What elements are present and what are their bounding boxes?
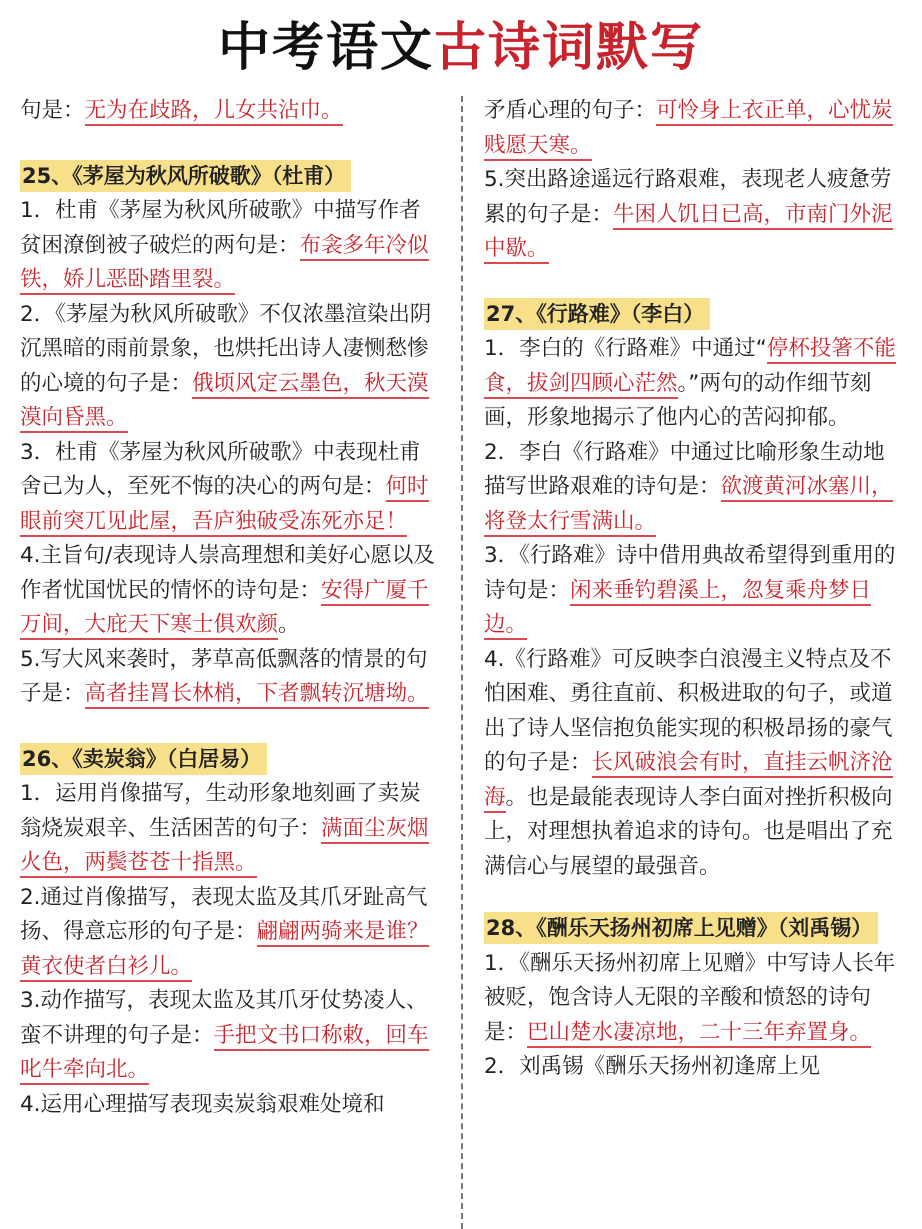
question-text: 4.主旨句/表现诗人崇高理想和美好心愿以及作者忧国忧民的情怀的诗句是： bbox=[20, 543, 435, 603]
question-27-1 bbox=[484, 332, 904, 436]
question-text: 2.通过肖像描写，表现太监及其爪牙趾高气扬、得意忘形的句子是： bbox=[20, 884, 428, 944]
question-tail: 。 bbox=[278, 612, 300, 637]
question-28-1 bbox=[484, 947, 904, 1051]
question-text: 1．《酬乐天扬州初席上见赠》中写诗人长年被贬，饱含诗人无限的辛酸和愤怒的诗句是： bbox=[484, 950, 896, 1045]
continued-line bbox=[484, 94, 904, 163]
question-text: 1．运用肖像描写，生动形象地刻画了卖炭翁烧炭艰辛、生活困苦的句子： bbox=[20, 781, 421, 841]
answer-text: 安得广厦千万间，大庇天下寒士俱欢颜 bbox=[20, 578, 429, 641]
question-25-1 bbox=[20, 194, 440, 298]
question-26-2 bbox=[20, 881, 440, 985]
answer-text: 俄顷风定云墨色，秋天漠漠向昏黑。 bbox=[20, 371, 429, 434]
column-divider bbox=[461, 96, 463, 1229]
question-26-1 bbox=[20, 777, 440, 881]
question-text: 4.运用心理描写表现卖炭翁艰难处境和 bbox=[20, 1091, 385, 1117]
answer-text: 欲渡黄河冰塞川，将登太行雪满山。 bbox=[484, 474, 893, 537]
spacer bbox=[484, 884, 904, 912]
question-text: 3．《行路难》诗中借用典故希望得到重用的诗句是： bbox=[484, 543, 896, 603]
answer-text: 布衾多年冷似铁，娇儿恶卧踏里裂。 bbox=[20, 233, 429, 296]
answer-text: 手把文书口称敕，回车叱牛牵向北。 bbox=[20, 1023, 429, 1086]
question-text: 矛盾心理的句子： bbox=[484, 98, 657, 123]
answer-text: 翩翩两骑来是谁？黄衣使者白衫儿。 bbox=[20, 919, 429, 982]
question-28-2 bbox=[484, 1050, 904, 1085]
page-title bbox=[0, 6, 922, 90]
answer-text: 巴山楚水凄凉地，二十三年弃置身。 bbox=[527, 1020, 871, 1048]
question-text: 3.动作描写，表现太监及其爪牙仗势凌人、蛮不讲理的句子是： bbox=[20, 988, 428, 1048]
question-25-5 bbox=[20, 643, 440, 712]
answer-text: 停杯投箸不能食，拔剑四顾心茫然 bbox=[484, 336, 896, 399]
question-text: 1．杜甫《茅屋为秋风所破歌》中描写作者贫困潦倒被子破烂的两句是： bbox=[20, 198, 421, 258]
question-text: 3．杜甫《茅屋为秋风所破歌》中表现杜甫舍己为人，至死不悔的决心的两句是： bbox=[20, 439, 421, 499]
question-text: 4.《行路难》可反映李白浪漫主义特点及不怕困难、勇往直前、积极进取的句子，或道出了诗人坚信抱负能实现的积极昂扬的豪气的句子是： bbox=[484, 646, 893, 775]
answer-text: 满面尘灰烟火色，两鬓苍苍十指黑。 bbox=[20, 816, 429, 879]
question-tail: 。”两句的动作细节刻画，形象地揭示了他内心的苦闷抑郁。 bbox=[484, 370, 872, 430]
question-text: 句是： bbox=[20, 98, 85, 123]
section-heading-25: 25、《茅屋为秋风所破歌》（杜甫） bbox=[20, 160, 351, 192]
answer-text: 何时眼前突兀见此屋，吾庐独破受冻死亦足！ bbox=[20, 474, 429, 537]
answer-text: 高者挂罥长林梢，下者飘转沉塘坳。 bbox=[85, 681, 429, 709]
section-heading-28: 28、《酬乐天扬州初席上见赠》（刘禹锡） bbox=[484, 912, 878, 944]
section-heading-26: 26、《卖炭翁》（白居易） bbox=[20, 743, 267, 775]
question-tail: 。也是最能表现诗人李白面对挫折积极向上，对理想执着追求的诗句。也是唱出了充满信心与展望的最强音。 bbox=[484, 784, 893, 879]
question-27-2 bbox=[484, 436, 904, 540]
answer-text: 可怜身上衣正单，心忧炭贱愿天寒。 bbox=[484, 98, 893, 161]
question-26-3 bbox=[20, 984, 440, 1088]
answer-text: 无为在歧路，儿女共沾巾。 bbox=[85, 98, 343, 126]
question-27-4 bbox=[484, 643, 904, 885]
answer-text: 长风破浪会有时，直挂云帆济沧海 bbox=[484, 750, 893, 813]
answer-text: 闲来垂钓碧溪上，忽复乘舟梦日边。 bbox=[484, 578, 871, 641]
intro-line bbox=[20, 94, 440, 129]
spacer bbox=[20, 129, 440, 160]
title-part-1: 中考语文 bbox=[217, 18, 434, 78]
answer-text: 牛困人饥日已高，市南门外泥中歇。 bbox=[484, 202, 893, 265]
spacer bbox=[20, 712, 440, 743]
question-text: 2．《茅屋为秋风所破歌》不仅浓墨渲染出阴沉黑暗的雨前景象，也烘托出诗人凄恻愁惨的心境的句子是： bbox=[20, 301, 432, 396]
question-text: 2．刘禹锡《酬乐天扬州初逢席上见 bbox=[484, 1054, 821, 1079]
right-column bbox=[484, 94, 904, 1085]
question-25-4 bbox=[20, 539, 440, 643]
question-text: 2．李白《行路难》中通过比喻形象生动地描写世路艰难的诗句是： bbox=[484, 439, 885, 499]
question-text: 5.突出路途遥远行路艰难，表现老人疲惫劳累的句子是： bbox=[484, 167, 892, 227]
left-column bbox=[20, 94, 440, 1122]
question-26-4 bbox=[20, 1088, 440, 1123]
section-heading-27: 27、《行路难》（李白） bbox=[484, 298, 710, 330]
question-text: 1．李白的《行路难》中通过“ bbox=[484, 336, 767, 361]
question-26-5 bbox=[484, 163, 904, 267]
question-27-3 bbox=[484, 539, 904, 643]
question-25-2 bbox=[20, 298, 440, 436]
question-text: 5.写大风来袭时，茅草高低飘落的情景的句子是： bbox=[20, 646, 428, 706]
title-part-2: 古诗词默写 bbox=[434, 18, 705, 78]
question-25-3 bbox=[20, 436, 440, 540]
spacer bbox=[484, 267, 904, 298]
